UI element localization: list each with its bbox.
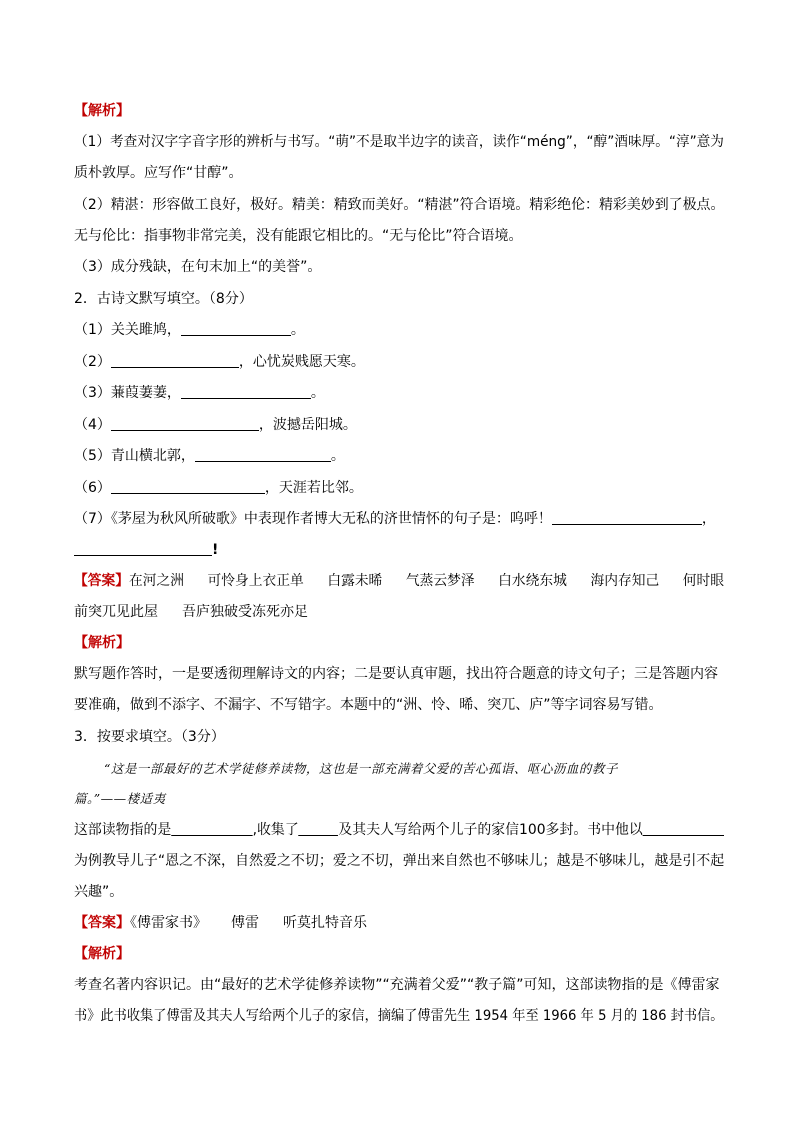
- question-2-item-7: （7）《茅屋为秋风所破歌》中表现作者博大无私的济世情怀的句子是：呜呼！ ，: [74, 511, 716, 527]
- answer-blank[interactable]: [299, 821, 339, 836]
- analysis-text: 质朴敦厚。应写作“甘醇”。: [74, 165, 243, 181]
- question-2-item-1: （1）关关雎鸠， 。: [74, 322, 305, 338]
- answer-row: 【答案】在河之洲 可怜身上衣正单 白露未晞 气蒸云梦泽 白水绕东城 海内存知己 何时眼: [74, 573, 724, 589]
- analysis-heading: 【解析】: [74, 635, 130, 651]
- analysis-text: （2）精湛：形容做工良好，极好。精美：精致而美好。“精湛”符合语境。精彩绝伦：精彩美妙到了极点。: [74, 197, 725, 213]
- quote-text: “这是一部最好的艺术学徒修养读物，这也是一部充满着父爱的苦心孤诣、呕心沥血的教子: [104, 761, 618, 776]
- analysis-text: 无与伦比：指事物非常完美，没有能跟它相比的。“无与伦比”符合语境。: [74, 228, 523, 244]
- answer-blank[interactable]: [171, 821, 252, 836]
- analysis-text: 书》此书收集了傅雷及其夫人写给两个儿子的家信，摘编了傅雷先生 1954 年至 1966 年 5 月的 186 封书信。: [74, 1008, 724, 1024]
- question-2-item-3: （3）蒹葭萋萋， 。: [74, 385, 325, 401]
- analysis-text: 默写题作答时，一是要透彻理解诗文的内容；二是要认真审题，找出符合题意的诗文句子；三是答题内容: [74, 666, 718, 682]
- question-3-fill-cont: 兴趣”。: [74, 884, 124, 900]
- question-3-fill: 这部读物指的是 ,收集了 及其夫人写给两个儿子的家信100多封。书中他以: [74, 821, 724, 839]
- question-2-item-2: （2） ，心忧炭贱愿天寒。: [74, 354, 365, 370]
- answer-blank[interactable]: [643, 821, 724, 836]
- answer-row: 【答案】《傅雷家书》 傅雷 听莫扎特音乐: [74, 915, 367, 931]
- answer-blank[interactable]: [195, 447, 331, 462]
- answer-blank[interactable]: [181, 384, 311, 399]
- question-3-fill-cont: 为例教导儿子“恩之不深，自然爱之不切；爱之不切，弹出来自然也不够味儿；越是不够味儿，越是引不起: [74, 853, 725, 869]
- answer-blank[interactable]: [181, 321, 291, 336]
- answer-row-cont: 前突兀见此屋 吾庐独破受冻死亦足: [74, 604, 308, 620]
- quote-text: 篇。”——楼适夷: [74, 791, 166, 806]
- analysis-text: 考查名著内容识记。由“最好的艺术学徒修养读物”“充满着父爱”“教子篇”可知，这部读物指的是《傅雷家: [74, 977, 720, 993]
- question-2-item-4: （4） ，波撼岳阳城。: [74, 417, 357, 433]
- analysis-text: 要准确，做到不添字、不漏字、不写错字。本题中的“洲、怜、晞、突兀、庐”等字词容易写错。: [74, 697, 663, 713]
- analysis-heading: 【解析】: [74, 103, 130, 119]
- answer-blank[interactable]: [111, 353, 239, 368]
- analysis-text: （1）考查对汉字字音字形的辨析与书写。“萌”不是取半边字的读音，读作“méng”，“醇”酒味厚。“淳”意为: [74, 134, 724, 150]
- question-3-title: 3．按要求填空。（3分）: [74, 729, 225, 745]
- question-2-item-5: （5）青山横北郭， 。: [74, 448, 345, 464]
- question-2-item-7-cont: !: [74, 541, 218, 559]
- answer-blank[interactable]: [111, 479, 265, 494]
- answer-blank[interactable]: [111, 416, 259, 431]
- answer-blank[interactable]: [74, 541, 212, 556]
- answer-blank[interactable]: [552, 510, 702, 525]
- question-2-item-6: （6） ，天涯若比邻。: [74, 480, 363, 496]
- analysis-heading: 【解析】: [74, 946, 130, 962]
- question-2-title: 2．古诗文默写填空。（8分）: [74, 291, 253, 307]
- analysis-text: （3）成分残缺，在句末加上“的美誉”。: [74, 259, 322, 275]
